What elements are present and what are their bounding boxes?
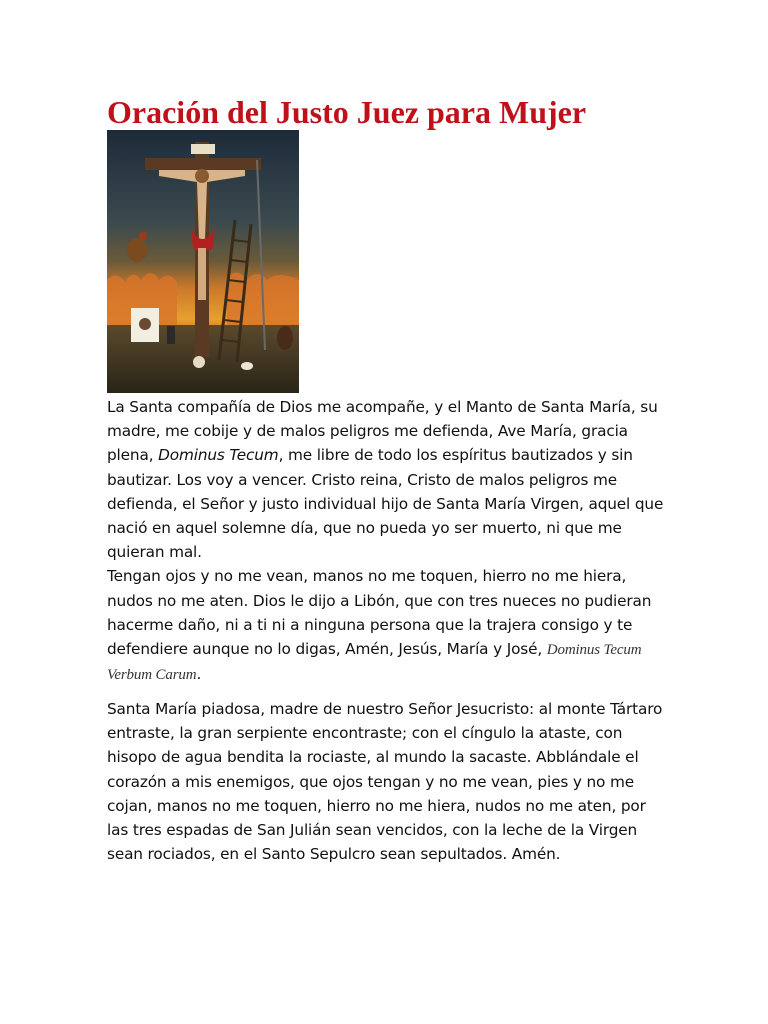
crucifixion-illustration [107,130,299,393]
page-title: Oración del Justo Juez para Mujer [107,94,587,130]
paragraph-1-part-d: . [196,665,202,684]
paragraph-1-part-b: , me libre de todo los espíritus bautizados y sin bautizar. Los voy a vencer. Cristo reina, Cristo de malos peligros me defienda, el Señor y justo individual hijo de Santa María Virgen, aquel que nació en aquel solemne día, que no pueda yo ser muerto, ni que me quieran mal. [107,446,664,562]
dominus-tecum-verbum-carum-italic: Dominus Tecum Verbum Carum [107,642,642,684]
paragraph-1 [107,395,667,687]
dominus-tecum-italic: Dominus Tecum [158,446,279,465]
paragraph-2: Santa María piadosa, madre de nuestro Señor Jesucristo: al monte Tártaro entraste, la gran serpiente encontraste; con el cíngulo la ataste, con hisopo de agua bendita la rociaste, al mundo la sacaste. Abblándale el corazón a mis enemigos, que ojos tengan y no me vean, pies y no me cojan, manos no me toquen, hierro no me hiera, nudos no me aten, por las tres espadas de San Julián sean vencidos, con la leche de la Virgen sean rociados, en el Santo Sepulcro sean sepultados. Amén. [107,700,663,864]
paragraph-1-part-a: La Santa compañía de Dios me acompañe, y el Manto de Santa María, su madre, me cobije y de malos peligros me defienda, Ave María, gracia plena, [107,398,658,465]
crucifixion-image [107,130,299,393]
paragraph-1-part-c: Tengan ojos y no me vean, manos no me toquen, hierro no me hiera, nudos no me aten. Dios le dijo a Libón, que con tres nueces no pudieran hacerme daño, ni a ti ni a ninguna persona que la trajera consigo y te defendiere aunque no lo digas, Amén, Jesús, María y José, [107,567,652,659]
